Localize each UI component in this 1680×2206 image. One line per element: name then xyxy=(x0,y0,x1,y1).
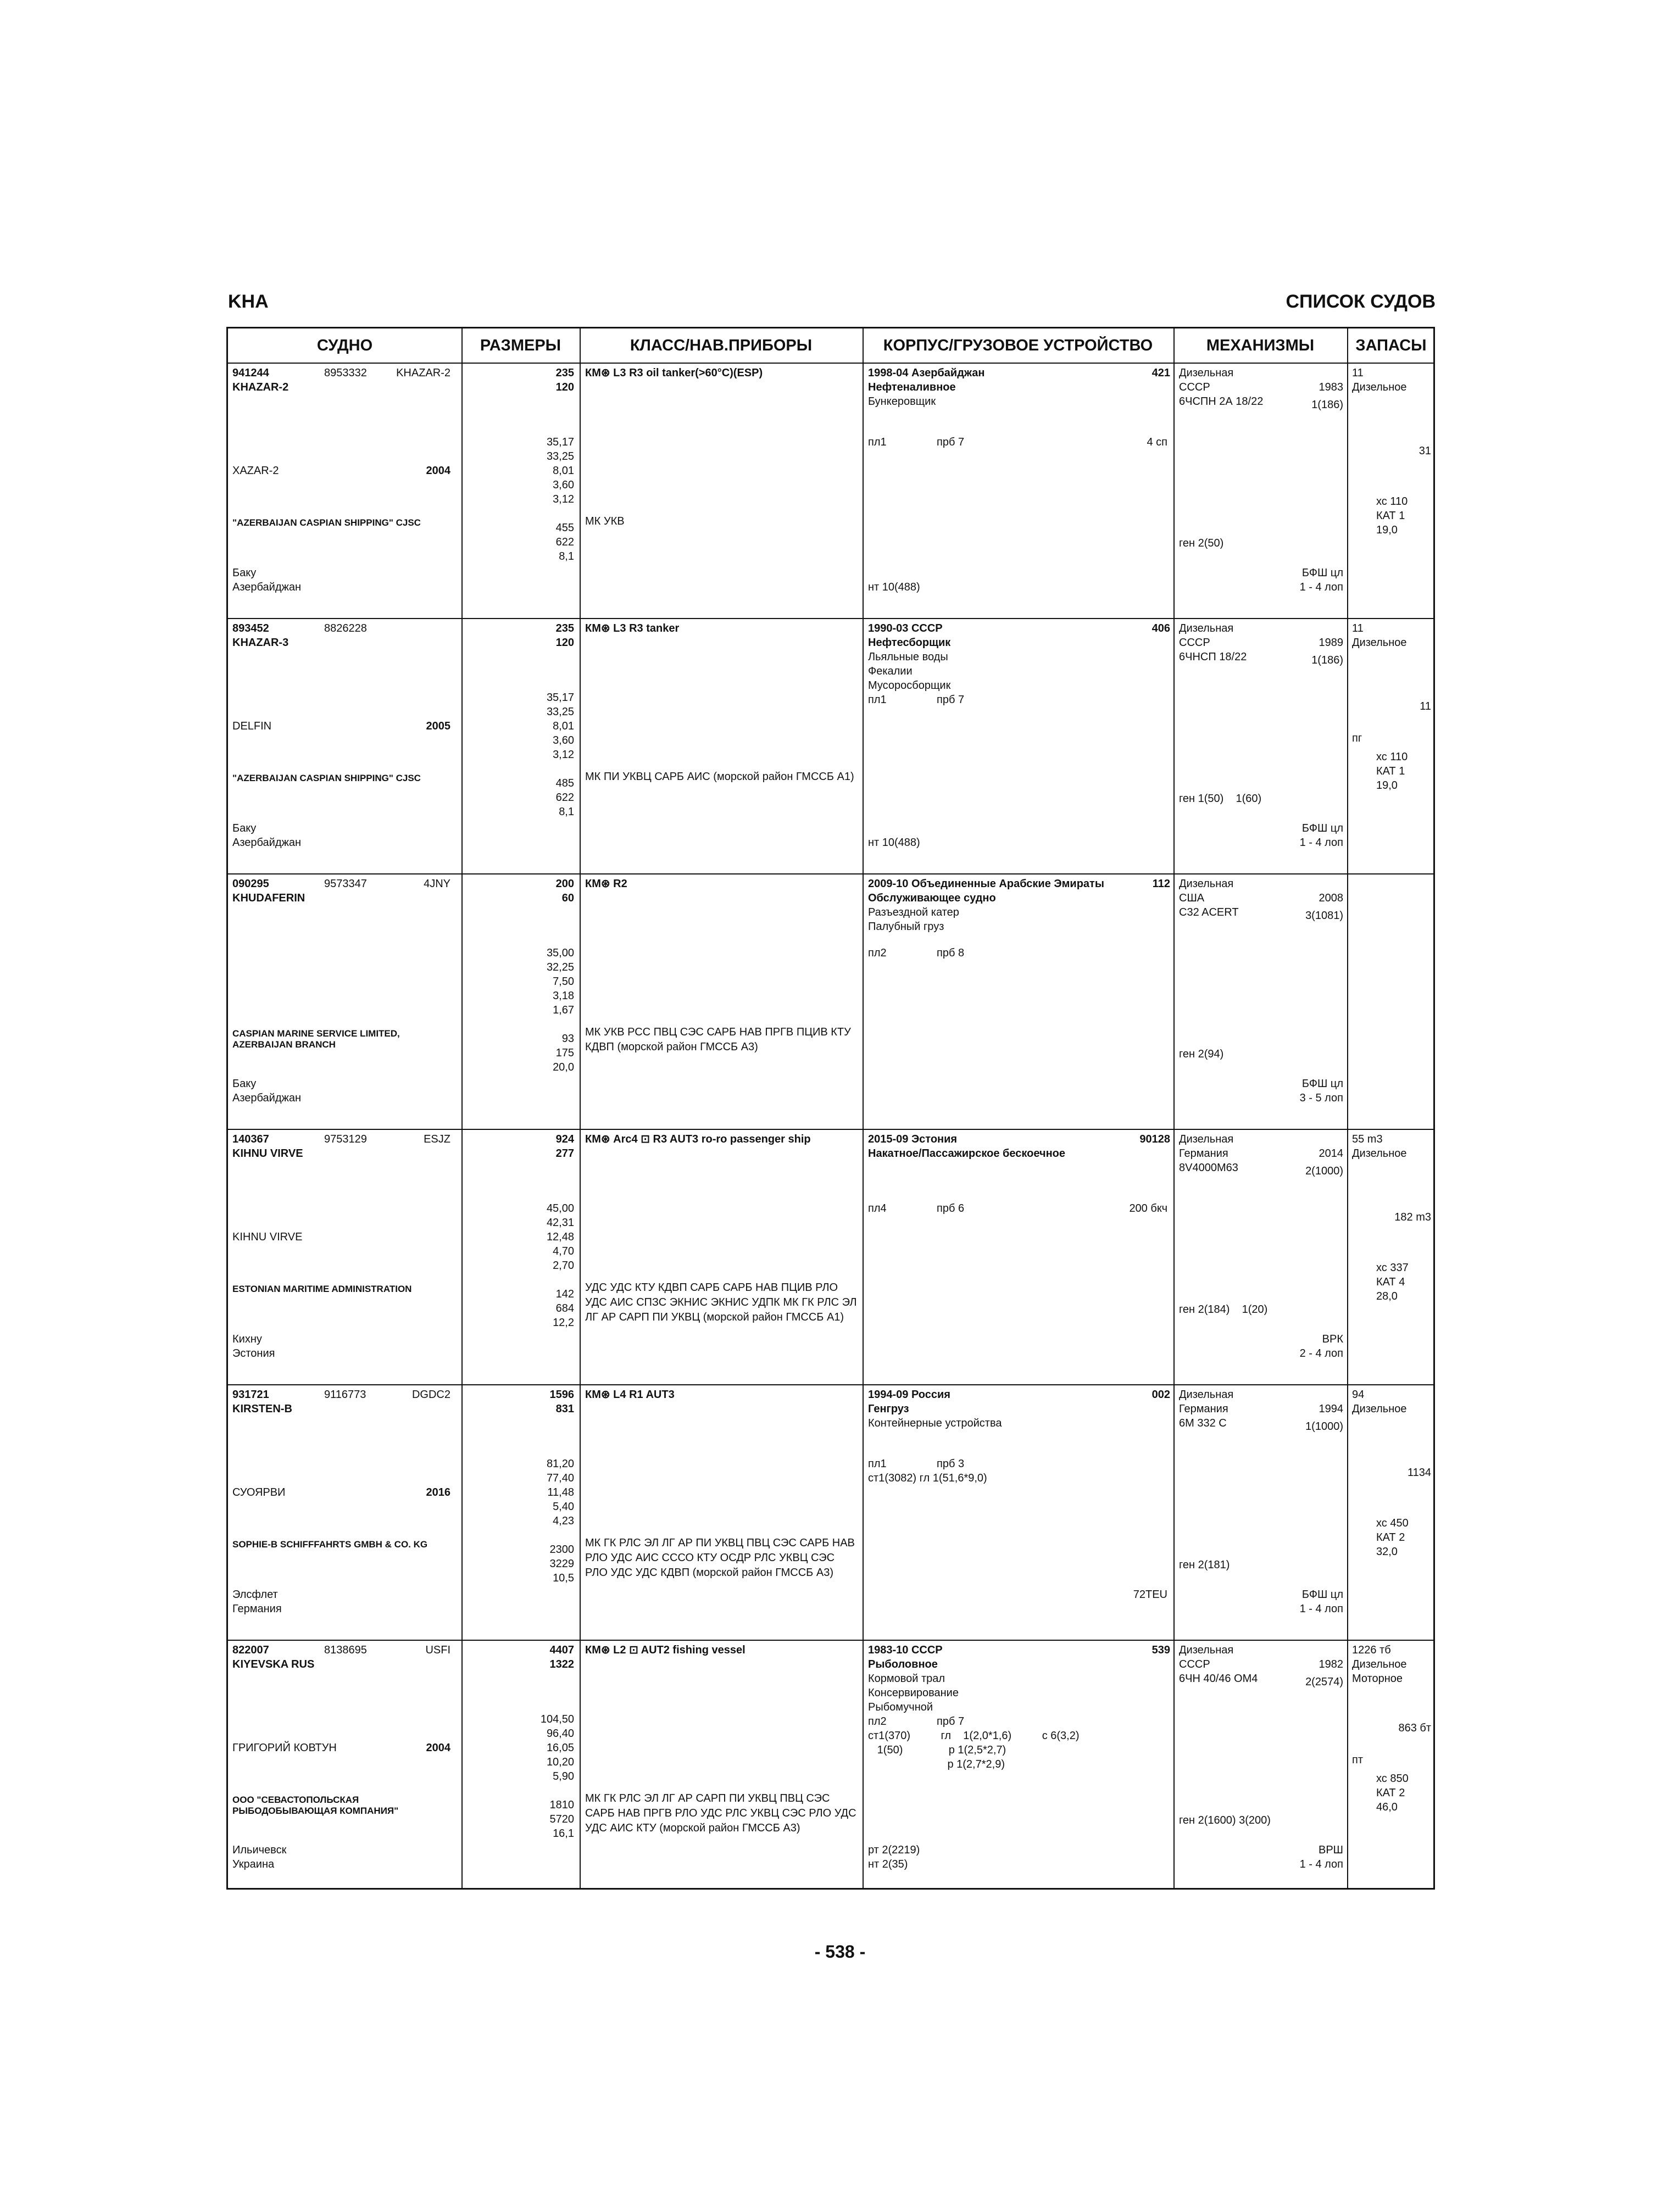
hull-type-line: Обслуживающее судно xyxy=(868,892,996,904)
former-name: KIHNU VIRVE xyxy=(232,1231,303,1243)
hull-type-line: Льяльные воды xyxy=(868,651,948,663)
bulkhead-count: прб 7 xyxy=(937,694,965,706)
capacity-value: 622 xyxy=(555,536,574,548)
engine-type: Дизельная xyxy=(1179,622,1234,634)
engine-power: 1(186) xyxy=(1311,654,1343,666)
tank-capacity: нт 10(488) xyxy=(868,581,920,593)
net-tonnage: 831 xyxy=(555,1403,574,1415)
deck-count: пл2 xyxy=(868,1715,887,1728)
fuel-capacity: 11 xyxy=(1352,367,1364,379)
imo-number: 8138695 xyxy=(324,1644,367,1656)
crew-info: 32,0 xyxy=(1376,1546,1398,1558)
dimension-value: 96,40 xyxy=(546,1728,574,1740)
fuel-capacity: 94 xyxy=(1352,1389,1365,1401)
engine-power: 3(1081) xyxy=(1305,910,1343,922)
crew-info: КАТ 4 xyxy=(1376,1276,1405,1288)
bulkhead-count: прб 6 xyxy=(937,1202,965,1215)
fuel-type: Дизельное xyxy=(1352,637,1407,649)
class-notation: КМ⊛ L3 R3 tanker xyxy=(585,622,680,634)
gross-tonnage: 4407 xyxy=(549,1644,574,1656)
generators: ген 1(50) 1(60) xyxy=(1179,793,1262,805)
crew-info: хс 850 xyxy=(1376,1773,1409,1785)
hull-type-line: Мусоросборщик xyxy=(868,679,951,692)
engine-country: Германия xyxy=(1179,1147,1228,1160)
nav-equipment: МК УКВ РСС ПВЦ СЭС САРБ НАВ ПРГВ ПЦИВ КТУ КДВП (морской район ГМССБ А3) xyxy=(585,1026,851,1053)
dimension-value: 12,48 xyxy=(546,1231,574,1243)
vessel-name: KIHNU VIRVE xyxy=(232,1147,303,1160)
call-sign: DGDC2 xyxy=(411,1389,450,1401)
dimension-value: 35,17 xyxy=(546,692,574,704)
ship-record xyxy=(228,1129,1433,1384)
col-header-vessel: СУДНО xyxy=(316,337,373,354)
flag-state: Германия xyxy=(232,1603,282,1615)
dimension-value: 33,25 xyxy=(546,706,574,718)
cargo-gear-line: 1(50) р 1(2,5*2,7) xyxy=(868,1744,1006,1756)
engine-year: 1989 xyxy=(1319,637,1343,649)
capacity-value: 8,1 xyxy=(559,806,574,818)
dimension-value: 5,90 xyxy=(553,1770,574,1782)
hull-type-line: Палубный груз xyxy=(868,921,944,933)
capacity-value: 485 xyxy=(555,777,574,789)
propeller-blades: 2 - 4 лоп xyxy=(1299,1347,1343,1360)
capacity-value: 12,2 xyxy=(553,1317,574,1329)
engine-country: СССР xyxy=(1179,381,1210,393)
build-year-country: 2015-09 Эстония xyxy=(868,1133,958,1145)
capacity-value: 684 xyxy=(555,1302,574,1314)
dimension-value: 3,18 xyxy=(553,990,574,1002)
ship-record xyxy=(228,618,1433,873)
capacity-value: 93 xyxy=(561,1033,574,1045)
hull-type-line: Фекалии xyxy=(868,665,913,677)
hull-type-line: Рыболовное xyxy=(868,1658,938,1670)
crew-info: КАТ 1 xyxy=(1376,510,1405,522)
cargo-gear-line: ст1(370) гл 1(2,0*1,6) с 6(3,2) xyxy=(868,1730,1080,1742)
hull-type-line: Генгруз xyxy=(868,1403,909,1415)
dimension-value: 3,60 xyxy=(553,479,574,491)
fuel-type: Дизельное xyxy=(1352,1403,1407,1415)
registry-number: 090295 xyxy=(232,878,269,890)
nav-equipment: МК УКВ xyxy=(585,515,625,527)
ship-record xyxy=(228,873,1433,1129)
registry-number: 941244 xyxy=(232,367,269,379)
capacity-value: 2300 xyxy=(549,1544,574,1556)
net-tonnage: 1322 xyxy=(549,1658,574,1670)
former-name: DELFIN xyxy=(232,720,272,732)
crew-info: 28,0 xyxy=(1376,1290,1398,1302)
engine-power: 2(2574) xyxy=(1305,1676,1343,1688)
engine-model: 6ЧСПН 2А 18/22 xyxy=(1179,395,1264,408)
capacity-value: 142 xyxy=(555,1288,574,1300)
ship-record xyxy=(228,1384,1433,1640)
dimension-value: 35,00 xyxy=(546,947,574,959)
crew-info: КАТ 2 xyxy=(1376,1531,1405,1544)
crew-info: 19,0 xyxy=(1376,524,1398,536)
owner-name: "AZERBAIJAN CASPIAN SHIPPING" CJSC xyxy=(232,773,421,783)
capacity-value: 622 xyxy=(555,792,574,804)
gross-tonnage: 1596 xyxy=(549,1389,574,1401)
port-of-registry: Баку xyxy=(232,1078,257,1090)
dimension-value: 11,48 xyxy=(547,1486,574,1498)
dimension-value: 8,01 xyxy=(553,465,574,477)
generators: ген 2(184) 1(20) xyxy=(1179,1303,1268,1316)
col-header-stores: ЗАПАСЫ xyxy=(1355,337,1427,354)
yard-number: 406 xyxy=(1151,622,1170,634)
vessel-name: KIYEVSKA RUS xyxy=(232,1658,315,1670)
engine-model: 8V4000M63 xyxy=(1179,1162,1238,1174)
tank-capacity: нт 10(488) xyxy=(868,837,920,849)
gross-tonnage: 200 xyxy=(555,878,574,890)
teu-capacity: 72TEU xyxy=(1133,1589,1167,1601)
dimension-value: 16,05 xyxy=(546,1742,574,1754)
ship-record xyxy=(228,363,1433,618)
water-capacity: 11 xyxy=(1420,700,1431,712)
bulkhead-count: прб 7 xyxy=(937,1715,965,1728)
dimension-value: 5,40 xyxy=(553,1501,574,1513)
net-tonnage: 277 xyxy=(555,1147,574,1160)
dimension-value: 4,23 xyxy=(553,1515,574,1527)
crew-info: 19,0 xyxy=(1376,779,1398,792)
port-of-registry: Ильичевск xyxy=(232,1844,287,1856)
dimension-value: 45,00 xyxy=(546,1202,574,1215)
vessel-name: KHAZAR-2 xyxy=(232,381,289,393)
dimension-value: 104,50 xyxy=(540,1713,574,1725)
engine-year: 1983 xyxy=(1319,381,1343,393)
former-year: 2016 xyxy=(426,1486,450,1498)
engine-country: СССР xyxy=(1179,1658,1210,1670)
class-notation: КМ⊛ Arc4 ⊡ R3 AUT3 ro-ro passenger ship xyxy=(585,1133,811,1145)
gross-tonnage: 924 xyxy=(555,1133,574,1145)
engine-power: 1(186) xyxy=(1311,399,1343,411)
header-right: СПИСОК СУДОВ xyxy=(1286,291,1436,312)
dimension-value: 3,60 xyxy=(553,734,574,747)
capacity-value: 1810 xyxy=(549,1799,574,1811)
imo-number: 9753129 xyxy=(324,1133,367,1145)
engine-country: США xyxy=(1179,892,1205,904)
propeller-type: БФШ цл xyxy=(1301,1078,1343,1090)
propeller-blades: 3 - 5 лоп xyxy=(1299,1092,1343,1104)
engine-year: 2014 xyxy=(1319,1147,1343,1160)
nav-equipment: МК ПИ УКВЦ САРБ АИС (морской район ГМССБ А1) xyxy=(585,771,854,783)
hull-type-line: Накатное/Пассажирское бескоечное xyxy=(868,1147,1065,1160)
propeller-type: БФШ цл xyxy=(1301,1589,1343,1601)
engine-type: Дизельная xyxy=(1179,367,1234,379)
dimension-value: 1,67 xyxy=(553,1004,574,1016)
crew-info: хс 337 xyxy=(1376,1262,1409,1274)
dimension-value: 35,17 xyxy=(546,436,574,448)
owner-name: CASPIAN MARINE SERVICE LIMITED, AZERBAIJAN BRANCH xyxy=(232,1028,400,1050)
deck-count: пл1 xyxy=(868,436,887,448)
yard-number: 112 xyxy=(1152,878,1170,890)
ship-record xyxy=(228,1640,1433,1895)
yard-number: 002 xyxy=(1151,1389,1170,1401)
call-sign: ESJZ xyxy=(424,1133,450,1145)
header-left: KHA xyxy=(228,291,269,312)
deck-count: пл2 xyxy=(868,947,887,959)
fuel-capacity: 1226 тб xyxy=(1352,1644,1391,1656)
build-year-country: 1983-10 СССР xyxy=(868,1644,943,1656)
dimension-value: 2,70 xyxy=(553,1260,574,1272)
dimension-value: 7,50 xyxy=(553,976,574,988)
gross-tonnage: 235 xyxy=(555,622,574,634)
engine-type: Дизельная xyxy=(1179,1389,1234,1401)
dimension-value: 3,12 xyxy=(553,493,574,505)
engine-year: 1982 xyxy=(1319,1658,1343,1670)
fuel-type: Дизельное xyxy=(1352,1147,1407,1160)
dimension-value: 77,40 xyxy=(546,1472,574,1484)
engine-year: 2008 xyxy=(1319,892,1343,904)
nav-equipment: МК ГК РЛС ЭЛ ЛГ АР САРП ПИ УКВЦ ПВЦ СЭС САРБ НАВ ПРГВ РЛО УДС РЛС УКВЦ СЭС РЛО УДС УДС АИС КТУ (морской район ГМССБ А3) xyxy=(585,1792,856,1834)
propeller-blades: 1 - 4 лоп xyxy=(1299,1603,1343,1615)
hull-type-line: Нефтесборщик xyxy=(868,637,951,649)
imo-number: 8953332 xyxy=(324,367,367,379)
water-capacity: 1134 xyxy=(1407,1467,1431,1479)
class-notation: КМ⊛ R2 xyxy=(585,878,627,890)
bulkhead-count: прб 7 xyxy=(937,436,965,448)
deck-count: пл4 xyxy=(868,1202,887,1215)
engine-power: 1(1000) xyxy=(1305,1420,1343,1433)
hull-type-line: Консервирование xyxy=(868,1687,959,1699)
deck-count: пл1 xyxy=(868,694,887,706)
port-of-registry: Баку xyxy=(232,822,257,834)
yard-number: 421 xyxy=(1151,367,1170,379)
crew-info: КАТ 2 xyxy=(1376,1787,1405,1799)
water-capacity: 863 бт xyxy=(1398,1722,1431,1734)
engine-power: 2(1000) xyxy=(1305,1165,1343,1177)
flag-state: Украина xyxy=(232,1858,275,1870)
fuel-capacity: 11 xyxy=(1352,622,1364,634)
former-name: XAZAR-2 xyxy=(232,465,279,477)
propeller-blades: 1 - 4 лоп xyxy=(1299,837,1343,849)
flag-state: Азербайджан xyxy=(232,1092,302,1104)
class-notation: КМ⊛ L3 R3 oil tanker(>60°C)(ESP) xyxy=(585,367,763,379)
hull-type-line: Нефтеналивное xyxy=(868,381,956,393)
nav-equipment: УДС УДС КТУ КДВП САРБ САРБ НАВ ПЦИВ РЛО УДС АИС СПЗС ЭКНИС ЭКНИС УДПК МК ГК РЛС ЭЛ ЛГ АР САРП ПИ УКВЦ (морской район ГМССБ А1) xyxy=(585,1282,857,1323)
capacity-value: 175 xyxy=(555,1047,574,1059)
engine-type: Дизельная xyxy=(1179,1133,1234,1145)
col-header-dimensions: РАЗМЕРЫ xyxy=(480,337,561,354)
dimension-value: 4,70 xyxy=(553,1245,574,1257)
flag-state: Азербайджан xyxy=(232,581,302,593)
net-tonnage: 120 xyxy=(555,381,574,393)
class-notation: КМ⊛ L4 R1 AUT3 xyxy=(585,1389,675,1401)
vessel-name: KHUDAFERIN xyxy=(232,892,305,904)
nav-equipment: МК ГК РЛС ЭЛ ЛГ АР ПИ УКВЦ ПВЦ СЭС САРБ НАВ РЛО УДС АИС СССО КТУ ОСДР РЛС УКВЦ СЭС РЛО УДС УДС КДВП (морской район ГМССБ А3) xyxy=(585,1537,855,1579)
flag-state: Эстония xyxy=(232,1347,275,1360)
deck-count: пл1 xyxy=(868,1458,887,1470)
generators: ген 2(181) xyxy=(1179,1559,1230,1571)
owner-name: "AZERBAIJAN CASPIAN SHIPPING" CJSC xyxy=(232,517,421,528)
water-capacity: 182 m3 xyxy=(1394,1211,1431,1223)
propeller-type: БФШ цл xyxy=(1301,822,1343,834)
water-type: пт xyxy=(1352,1754,1363,1766)
engine-type: Дизельная xyxy=(1179,878,1234,890)
net-tonnage: 120 xyxy=(555,637,574,649)
hull-type-line: Разъездной катер xyxy=(868,906,959,918)
capacity-value: 16,1 xyxy=(553,1828,574,1840)
fuel-capacity: 55 m3 xyxy=(1352,1133,1383,1145)
port-of-registry: Элсфлет xyxy=(232,1589,278,1601)
build-year-country: 1998-04 Азербайджан xyxy=(868,367,985,379)
engine-country: СССР xyxy=(1179,637,1210,649)
capacity-value: 455 xyxy=(555,522,574,534)
col-header-machinery: МЕХАНИЗМЫ xyxy=(1206,337,1315,354)
dimension-value: 42,31 xyxy=(546,1217,574,1229)
imo-number: 9116773 xyxy=(324,1389,366,1401)
col-header-class: КЛАСС/НАВ.ПРИБОРЫ xyxy=(630,337,813,354)
capacity-value: 5720 xyxy=(549,1813,574,1825)
capacity-value: 8,1 xyxy=(559,550,574,562)
hull-type-line: Кормовой трал xyxy=(868,1673,945,1685)
call-sign: 4JNY xyxy=(424,878,450,890)
page-number: - 538 - xyxy=(814,1942,866,1962)
crew-info: хс 110 xyxy=(1376,751,1408,763)
water-type: пг xyxy=(1352,732,1362,744)
engine-country: Германия xyxy=(1179,1403,1228,1415)
build-year-country: 1990-03 СССР xyxy=(868,622,943,634)
net-tonnage: 60 xyxy=(561,892,574,904)
owner-name: ESTONIAN MARITIME ADMINISTRATION xyxy=(232,1284,412,1294)
registry-number: 140367 xyxy=(232,1133,269,1145)
capacity-value: 3229 xyxy=(549,1558,574,1570)
propeller-type: ВРК xyxy=(1322,1333,1343,1345)
former-year: 2005 xyxy=(426,720,450,732)
bulkhead-count: прб 8 xyxy=(937,947,965,959)
engine-year: 1994 xyxy=(1319,1403,1343,1415)
crew-info: 46,0 xyxy=(1376,1801,1398,1813)
call-sign: USFI xyxy=(425,1644,450,1656)
crew-info: КАТ 1 xyxy=(1376,765,1405,777)
engine-model: C32 ACERT xyxy=(1179,906,1239,918)
former-name: ГРИГОРИЙ КОВТУН xyxy=(232,1742,337,1754)
propeller-blades: 1 - 4 лоп xyxy=(1299,1858,1343,1870)
vessel-name: KHAZAR-3 xyxy=(232,637,289,649)
owner-name: SOPHIE-B SCHIFFFAHRTS GMBH & CO. KG xyxy=(232,1539,428,1550)
flag-state: Азербайджан xyxy=(232,837,302,849)
imo-number: 9573347 xyxy=(324,878,367,890)
registry-number: 893452 xyxy=(232,622,269,634)
hull-type-line: Контейнерные устройства xyxy=(868,1417,1002,1429)
generators: ген 2(50) xyxy=(1179,537,1224,549)
engine-type: Дизельная xyxy=(1179,1644,1234,1656)
fuel-type: Дизельное xyxy=(1352,381,1407,393)
cargo-gear: ст1(3082) гл 1(51,6*9,0) xyxy=(868,1472,987,1484)
col-header-hull: КОРПУС/ГРУЗОВОЕ УСТРОЙСТВО xyxy=(883,337,1153,354)
tank-capacity: рт 2(2219) xyxy=(868,1844,920,1856)
bulkhead-count: прб 3 xyxy=(937,1458,965,1470)
engine-model: 6ЧНСП 18/22 xyxy=(1179,651,1247,663)
yard-number: 539 xyxy=(1151,1644,1170,1656)
registry-number: 822007 xyxy=(232,1644,269,1656)
hull-extra-right: 4 сп xyxy=(1147,436,1167,448)
propeller-type: ВРШ xyxy=(1318,1844,1343,1856)
propeller-type: БФШ цл xyxy=(1301,567,1343,579)
ship-list-table xyxy=(226,327,1435,1890)
vessel-name: KIRSTEN-B xyxy=(232,1403,292,1415)
former-year: 2004 xyxy=(426,465,450,477)
registry-number: 931721 xyxy=(232,1389,269,1401)
crew-info: хс 110 xyxy=(1376,495,1408,508)
dimension-value: 3,12 xyxy=(553,749,574,761)
engine-model: 6ЧН 40/46 ОМ4 xyxy=(1179,1673,1258,1685)
tank-capacity: нт 2(35) xyxy=(868,1858,908,1870)
former-name: СУОЯРВИ xyxy=(232,1486,286,1498)
dimension-value: 32,25 xyxy=(546,961,574,973)
capacity-value: 10,5 xyxy=(553,1572,574,1584)
hull-type-line: Бункеровщик xyxy=(868,395,936,408)
dimension-value: 81,20 xyxy=(546,1458,574,1470)
gross-tonnage: 235 xyxy=(555,367,574,379)
crew-info: хс 450 xyxy=(1376,1517,1409,1529)
port-of-registry: Баку xyxy=(232,567,257,579)
dimension-value: 33,25 xyxy=(546,450,574,463)
class-notation: КМ⊛ L2 ⊡ AUT2 fishing vessel xyxy=(585,1644,746,1656)
propeller-blades: 1 - 4 лоп xyxy=(1299,581,1343,593)
former-year: 2004 xyxy=(426,1742,450,1754)
capacity-value: 20,0 xyxy=(553,1061,574,1073)
owner-name: ООО "СЕВАСТОПОЛЬСКАЯ РЫБОДОБЫВАЮЩАЯ КОМПАНИЯ" xyxy=(232,1795,399,1816)
cargo-gear-line: р 1(2,7*2,9) xyxy=(868,1758,1005,1770)
port-of-registry: Кихну xyxy=(232,1333,262,1345)
fuel-type: Дизельное xyxy=(1352,1658,1407,1670)
dimension-value: 10,20 xyxy=(546,1756,574,1768)
hull-extra-right: 200 бкч xyxy=(1129,1202,1167,1215)
generators: ген 2(1600) 3(200) xyxy=(1179,1814,1271,1826)
hull-type-line: Рыбомучной xyxy=(868,1701,933,1713)
call-sign: KHAZAR-2 xyxy=(396,367,450,379)
water-capacity: 31 xyxy=(1418,445,1431,457)
fuel-type-2: Моторное xyxy=(1352,1673,1403,1685)
imo-number: 8826228 xyxy=(324,622,367,634)
generators: ген 2(94) xyxy=(1179,1048,1224,1060)
dimension-value: 8,01 xyxy=(553,720,574,732)
engine-model: 6M 332 C xyxy=(1179,1417,1227,1429)
build-year-country: 2009-10 Объединенные Арабские Эмираты xyxy=(868,878,1104,890)
yard-number: 90128 xyxy=(1139,1133,1170,1145)
build-year-country: 1994-09 Россия xyxy=(868,1389,950,1401)
